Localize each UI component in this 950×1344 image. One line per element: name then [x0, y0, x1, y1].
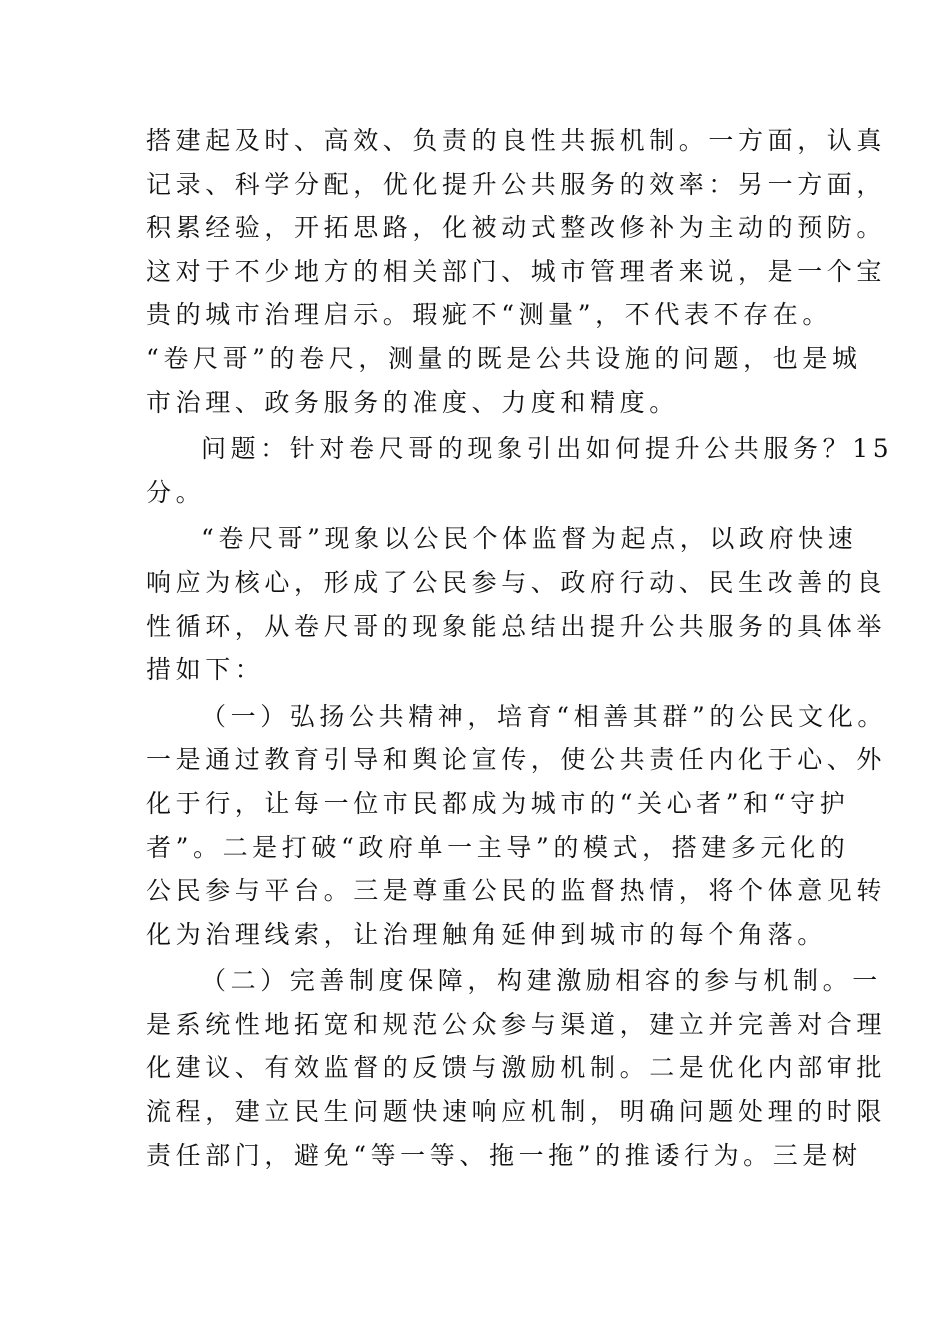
text-line: 记录、科学分配，优化提升公共服务的效率：另一方面， [146, 169, 887, 199]
text-line: 流程，建立民生问题快速响应机制，明确问题处理的时限 [146, 1097, 887, 1127]
text-line: 响应为核心，形成了公民参与、政府行动、民生改善的良 [146, 567, 887, 597]
text-line: 化建议、有效监督的反馈与激励机制。二是优化内部审批 [146, 1053, 887, 1083]
paragraph [146, 517, 887, 691]
text-line: 公民参与平台。三是尊重公民的监督热情，将个体意见转 [146, 876, 887, 906]
text-line: 一是通过教育引导和舆论宣传，使公共责任内化于心、外 [146, 745, 887, 775]
text-line: 化为治理线索，让治理触角延伸到城市的每个角落。 [146, 919, 827, 949]
text-line: 措如下： [146, 655, 265, 685]
text-line: 积累经验，开拓思路，化被动式整改修补为主动的预防。 [146, 213, 887, 243]
paragraph [146, 695, 887, 957]
text-line: 者”。二是打破“政府单一主导”的模式，搭建多元化的 [146, 832, 850, 862]
text-line: 这对于不少地方的相关部门、城市管理者来说，是一个宝 [146, 256, 887, 286]
document-body [146, 119, 894, 1177]
text-line: 化于行，让每一位市民都成为城市的“关心者”和“守护 [146, 788, 850, 818]
text-line: 是系统性地拓宽和规范公众参与渠道，建立并完善对合理 [146, 1009, 887, 1039]
paragraph [146, 427, 894, 514]
text-line: （二）完善制度保障，构建激励相容的参与机制。一 [201, 966, 882, 996]
text-line: 性循环，从卷尺哥的现象能总结出提升公共服务的具体举 [146, 611, 887, 641]
text-line: 分。 [146, 477, 206, 507]
paragraph [146, 119, 887, 424]
text-line: 搭建起及时、高效、负责的良性共振机制。一方面，认真 [146, 126, 887, 155]
text-line: 贵的城市治理启示。瑕疵不“测量”，不代表不存在。 [146, 300, 832, 330]
text-line: “卷尺哥”的卷尺，测量的既是公共设施的问题，也是城 [146, 343, 862, 373]
text-line: “卷尺哥”现象以公民个体监督为起点，以政府快速 [201, 524, 858, 554]
text-line: 责任部门，避免“等一等、拖一拖”的推诿行为。三是树 [146, 1140, 862, 1170]
text-line: 市治理、政务服务的准度、力度和精度。 [146, 387, 679, 417]
text-line: （一）弘扬公共精神，培育“相善其群”的公民文化。 [201, 701, 887, 731]
paragraph [146, 959, 887, 1177]
text-line: 问题：针对卷尺哥的现象引出如何提升公共服务？15 [201, 434, 894, 464]
